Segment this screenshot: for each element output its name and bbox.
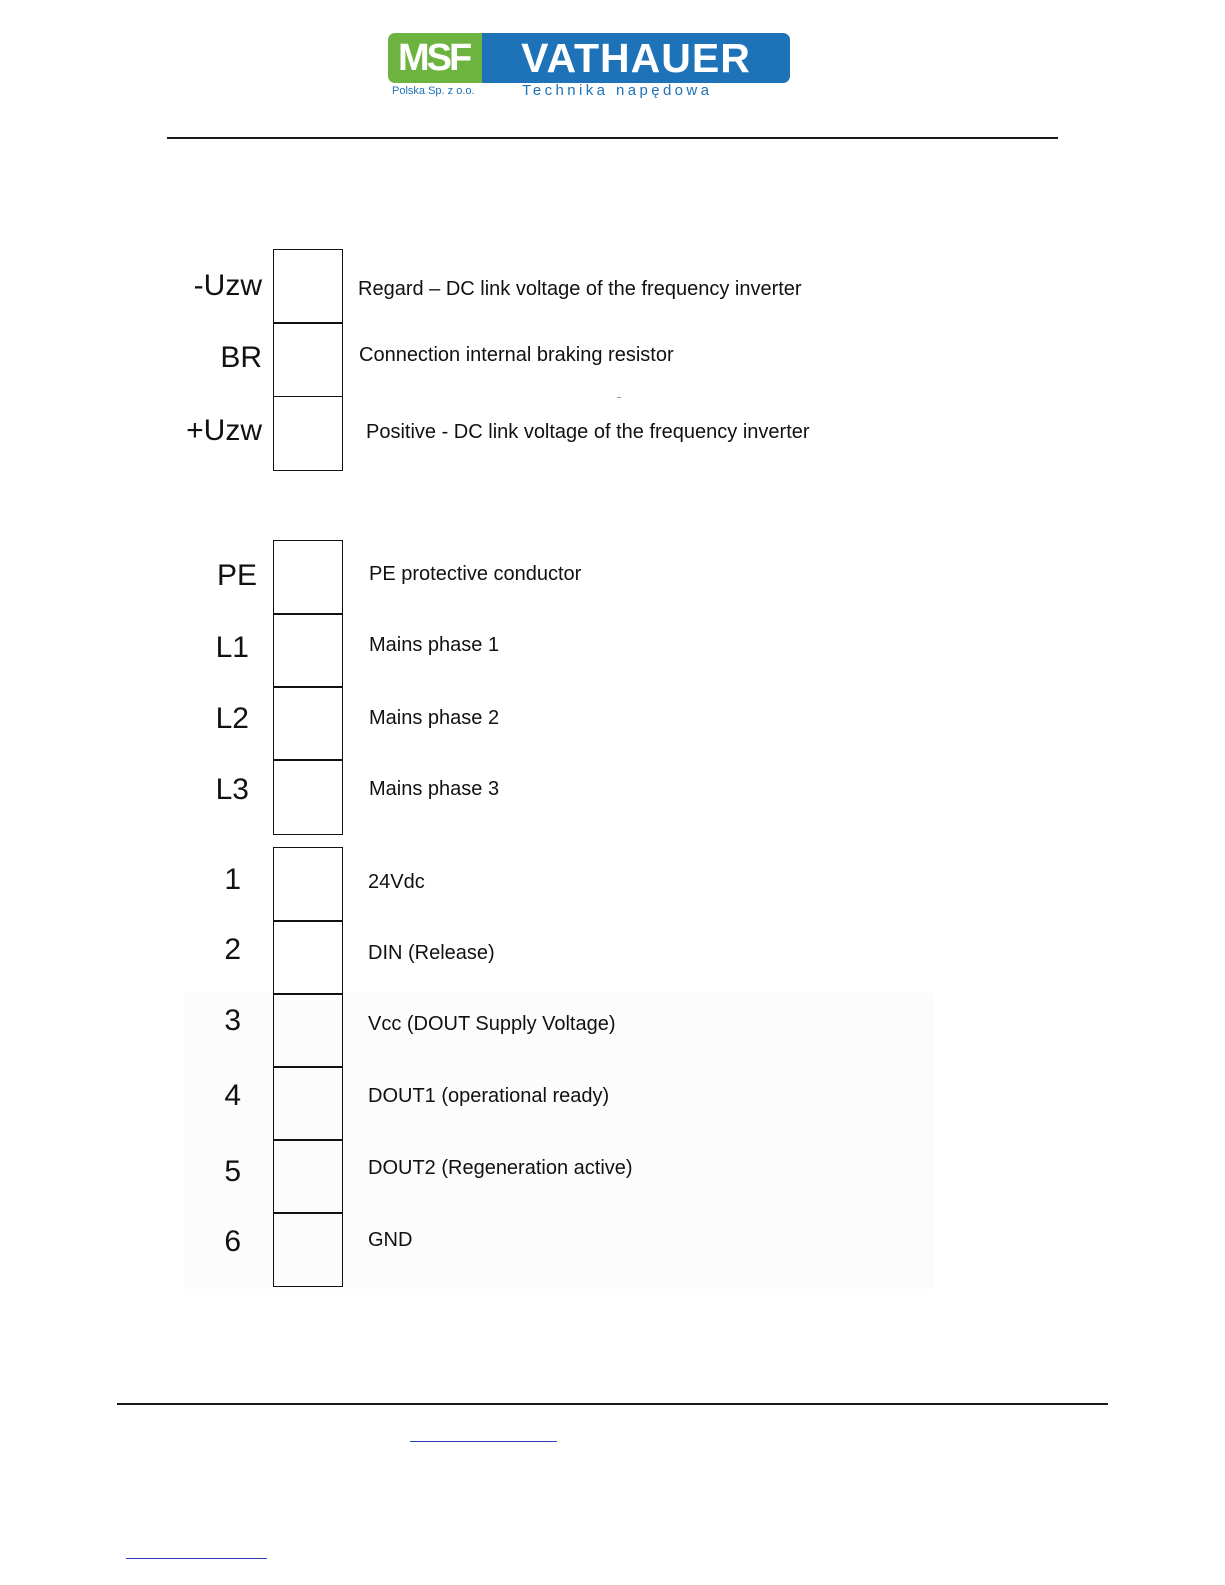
terminal-description: GND: [368, 1229, 413, 1251]
terminal-label: 3: [224, 1004, 241, 1037]
terminal-description: 24Vdc: [368, 871, 425, 893]
terminal-box: [273, 759, 343, 835]
terminal-label: L2: [215, 702, 249, 735]
terminal-description: Mains phase 2: [369, 707, 500, 729]
header-divider: [167, 137, 1058, 139]
terminal-description: DOUT1 (operational ready): [368, 1085, 610, 1107]
terminal-box: [273, 847, 343, 922]
terminal-box: [273, 1212, 343, 1287]
terminal-label: +Uzw: [186, 414, 262, 447]
footer-link-underline[interactable]: [410, 1441, 557, 1442]
terminal-description: Connection internal braking resistor: [359, 344, 674, 366]
terminal-label: 4: [224, 1079, 241, 1112]
terminal-description: DOUT2 (Regeneration active): [368, 1157, 633, 1179]
terminal-description: Mains phase 3: [369, 778, 500, 800]
terminal-label: 6: [224, 1225, 241, 1258]
terminal-box: [273, 686, 343, 761]
terminal-description: Positive - DC link voltage of the frequency inverter: [366, 421, 810, 443]
terminal-box: [273, 540, 343, 615]
logo-company-form: Polska Sp. z o.o.: [392, 85, 475, 97]
terminal-label: BR: [220, 341, 262, 374]
terminal-description: Mains phase 1: [369, 634, 500, 656]
terminal-box: [273, 396, 343, 471]
terminal-box: [273, 920, 343, 995]
terminal-label: 1: [224, 863, 241, 896]
terminal-description: DIN (Release): [368, 942, 495, 964]
terminal-box: [273, 322, 343, 397]
logo-mark-block: [388, 33, 482, 83]
terminal-description: PE protective conductor: [369, 563, 582, 585]
terminal-label: -Uzw: [193, 269, 262, 302]
terminal-label: L1: [215, 631, 249, 664]
terminal-description: Vcc (DOUT Supply Voltage): [368, 1013, 616, 1035]
terminal-label: L3: [215, 773, 249, 806]
terminal-box: [273, 993, 343, 1068]
logo-name-block: [482, 33, 790, 83]
stray-mark: [617, 397, 621, 398]
footer-link-underline[interactable]: [126, 1558, 267, 1559]
terminal-label: 2: [224, 933, 241, 966]
footer-divider: [117, 1403, 1108, 1405]
logo-mark-text: MSF: [398, 37, 470, 79]
terminal-box: [273, 249, 343, 324]
terminal-box: [273, 1066, 343, 1141]
terminal-box: [273, 613, 343, 688]
logo-tagline: Technika napędowa: [522, 82, 713, 99]
terminal-label: 5: [224, 1155, 241, 1188]
terminal-label: PE: [216, 559, 257, 592]
company-logo: [388, 33, 790, 103]
logo-name-text: VATHAUER: [521, 35, 751, 81]
terminal-box: [273, 1139, 343, 1214]
terminal-description: Regard – DC link voltage of the frequency inverter: [358, 278, 802, 300]
